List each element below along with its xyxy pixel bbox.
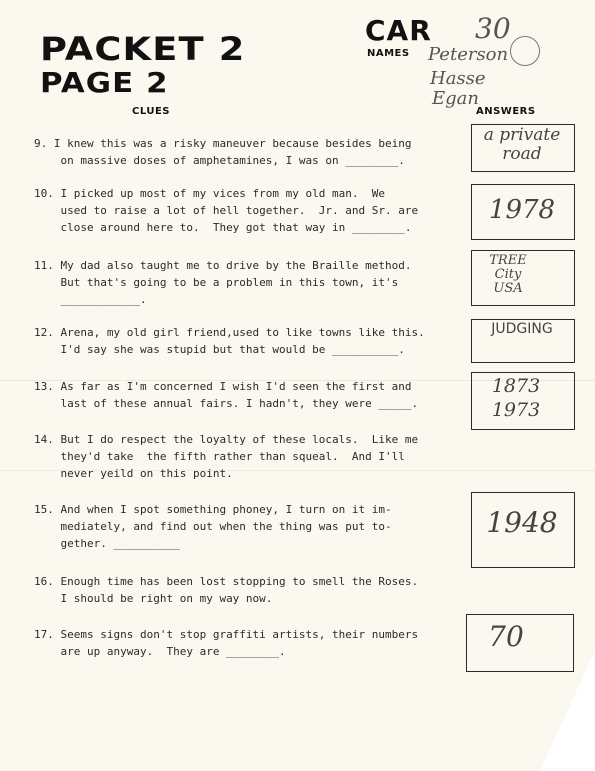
clue-number: 17. (34, 628, 54, 641)
clue-17 (34, 626, 454, 660)
clue-text-line: on massive doses of amphetamines, I was on ________. (60, 154, 405, 167)
clue-text-line: I should be right on my way now. (60, 592, 273, 605)
clue-9 (34, 135, 454, 169)
clue-13 (34, 378, 454, 412)
clue-text-line: last of these annual fairs. I hadn't, they were _____. (60, 397, 419, 410)
clue-number: 9. (34, 137, 48, 150)
packet-title: PACKET 2 (40, 30, 246, 68)
page-title: PAGE 2 (40, 66, 169, 99)
handwritten-name: Hasse (430, 68, 486, 89)
clue-number: 11. (34, 259, 54, 272)
clue-number: 13. (34, 380, 54, 393)
clue-number: 10. (34, 187, 54, 200)
answer-11: TREE City USA (489, 253, 527, 296)
clue-text-line: But I do respect the loyalty of these locals. Like me (60, 433, 419, 446)
clue-10 (34, 185, 454, 236)
clue-text-line: are up anyway. They are ________. (60, 645, 286, 658)
clue-15 (34, 501, 454, 552)
torn-corner (540, 651, 595, 771)
handwritten-name: Peterson (428, 44, 509, 65)
clue-text-line: close around here to. They got that way in ________. (60, 221, 412, 234)
clue-text-line: Enough time has been lost stopping to smell the Roses. (60, 575, 419, 588)
handwritten-score: 30 (475, 12, 511, 45)
clue-text-line: used to raise a lot of hell together. Jr. and Sr. are (60, 204, 419, 217)
names-label: NAMES (367, 48, 410, 59)
clue-text-line: Arena, my old girl friend,used to like towns like this. (60, 326, 425, 339)
answer-13: 1873 1973 (491, 375, 541, 421)
score-circle (510, 36, 540, 66)
clues-label: CLUES (132, 106, 171, 117)
clue-text-line: I'd say she was stupid but that would be __________. (60, 343, 405, 356)
clue-number: 15. (34, 503, 54, 516)
clue-text-line: My dad also taught me to drive by the Braille method. (60, 259, 412, 272)
car-heading: CAR (365, 14, 432, 47)
handwritten-name: Egan (432, 88, 479, 109)
answer-17: 70 (488, 620, 524, 653)
answer-10: 1978 (488, 195, 556, 225)
clue-number: 12. (34, 326, 54, 339)
clue-text-line: gether. __________ (60, 537, 180, 550)
clue-text-line: ____________. (60, 293, 147, 306)
clue-text-line: I picked up most of my vices from my old man. We (60, 187, 386, 200)
clue-text-line: never yeild on this point. (60, 467, 233, 480)
clue-text-line: they'd take the fifth rather than squeal. And I'll (60, 450, 405, 463)
clue-12 (34, 324, 454, 358)
clue-text-line: And when I spot something phoney, I turn on it im- (60, 503, 392, 516)
clue-text-line: I knew this was a risky maneuver because besides being (53, 137, 412, 150)
answer-15: 1948 (486, 506, 558, 539)
answers-label: ANSWERS (476, 106, 536, 117)
clue-text-line: As far as I'm concerned I wish I'd seen the first and (60, 380, 412, 393)
clue-16 (34, 573, 454, 607)
answer-12: JUDGING (491, 321, 553, 337)
clue-11 (34, 257, 454, 308)
clue-number: 14. (34, 433, 54, 446)
clue-text-line: Seems signs don't stop graffiti artists, their numbers (60, 628, 419, 641)
answer-9: a private road (483, 125, 561, 164)
clue-text-line: But that's going to be a problem in this town, it's (60, 276, 399, 289)
clue-text-line: mediately, and find out when the thing was put to- (60, 520, 392, 533)
clue-14 (34, 431, 454, 482)
clue-number: 16. (34, 575, 54, 588)
